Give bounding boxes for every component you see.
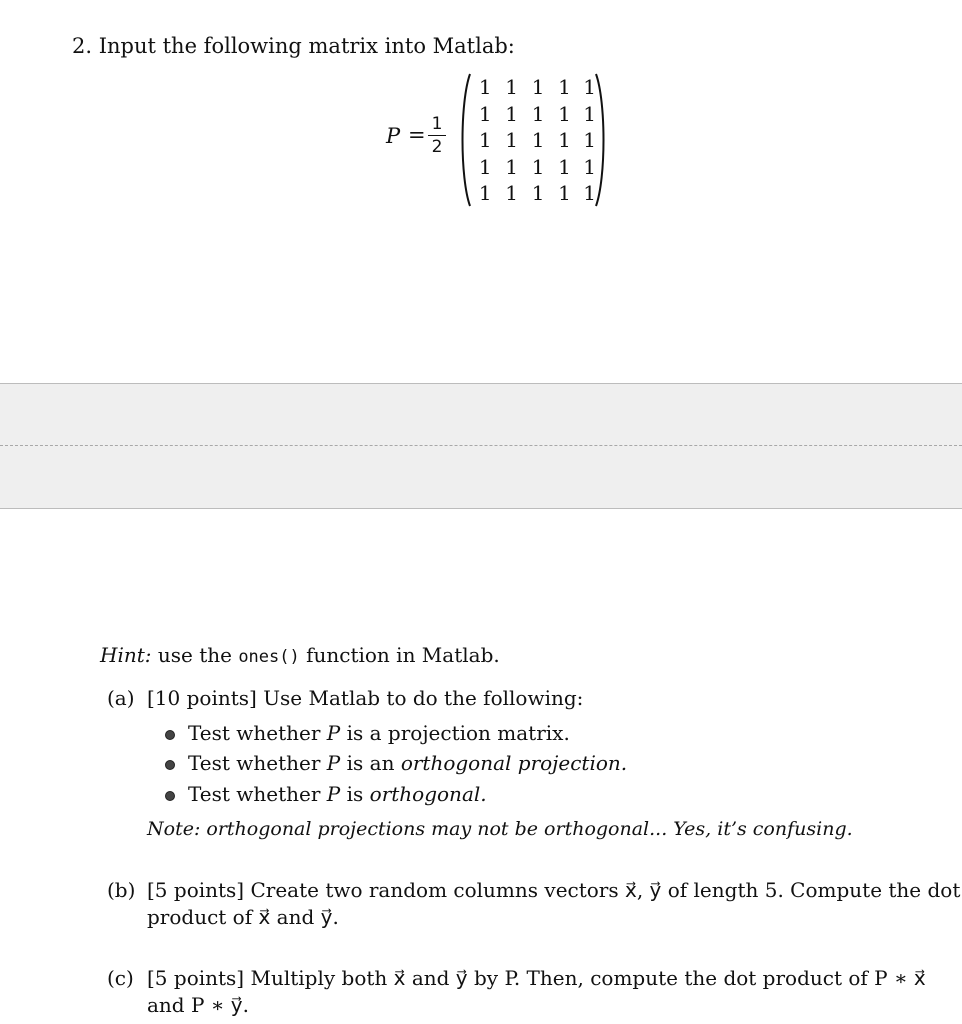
part-a-text: [10 points] Use Matlab to do the following:: [147, 686, 584, 710]
hint-line: [100, 643, 500, 667]
matrix-row: [472, 154, 596, 181]
matrix-cell: 1: [478, 128, 492, 152]
matrix-cell: 1: [558, 101, 571, 126]
matrix-cell: 1: [558, 128, 571, 152]
bullet-mid: is an: [346, 751, 395, 775]
matrix-equation: [386, 72, 626, 208]
matrix-cell: 1: [478, 75, 492, 99]
equals-sign: =: [408, 123, 426, 147]
matrix-cell: 1: [583, 101, 596, 126]
matrix-cell: 1: [531, 128, 545, 152]
hint-pre: use the: [157, 643, 232, 667]
part-b-label: (b): [107, 878, 136, 902]
fraction-numerator: 1: [431, 114, 443, 134]
matrix-cell: 1: [505, 128, 519, 152]
question-title: 2. Input the following matrix into Matlab:: [72, 34, 515, 58]
bullet-mid: is: [346, 782, 364, 806]
answer-divider: [0, 445, 962, 446]
matrix-cell: 1: [505, 181, 519, 205]
hint-code: ones(): [238, 647, 300, 667]
answer-area[interactable]: [0, 383, 962, 509]
bullet-var: P: [326, 721, 341, 745]
bullet-var: P: [326, 751, 341, 775]
matrix-variable: P: [386, 124, 401, 148]
right-parenthesis: [594, 72, 608, 208]
bullet-mid: is a projection matrix.: [346, 721, 570, 745]
matrix-row: [472, 180, 596, 207]
matrix-row: [472, 101, 596, 128]
part-a-label: (a): [107, 686, 135, 710]
bullet-icon: [165, 791, 175, 801]
matrix-cell: 1: [531, 181, 545, 205]
hint-label: Hint:: [100, 643, 152, 667]
part-a-note: Note: orthogonal projections may not be orthogonal... Yes, it’s confusing.: [147, 818, 853, 840]
bullet-pre: Test whether: [188, 751, 321, 775]
part-b-line-2: product of x⃗ and y⃗.: [147, 905, 339, 929]
hint-post: function in Matlab.: [306, 643, 500, 667]
matrix-cell: 1: [505, 75, 519, 99]
bullet-pre: Test whether: [188, 721, 321, 745]
part-a-bullet-2: [188, 751, 627, 775]
matrix-cell: 1: [583, 154, 596, 179]
matrix-cell: 1: [583, 75, 596, 99]
matrix-cell: 1: [505, 154, 519, 179]
part-c-label: (c): [107, 966, 134, 990]
matrix-cell: 1: [478, 101, 492, 126]
matrix-grid: [472, 74, 596, 207]
matrix-cell: 1: [558, 181, 571, 205]
matrix-cell: 1: [531, 154, 545, 179]
fraction-bar: [428, 135, 446, 136]
matrix-cell: 1: [558, 154, 571, 179]
scalar-fraction: [428, 114, 446, 157]
part-c-line-1: [5 points] Multiply both x⃗ and y⃗ by P. Then, compute the dot product of P ∗ x⃗: [147, 966, 926, 990]
bullet-icon: [165, 760, 175, 770]
bullet-pre: Test whether: [188, 782, 321, 806]
bullet-emph: orthogonal projection.: [400, 751, 628, 775]
matrix-cell: 1: [505, 101, 519, 126]
bullet-emph: orthogonal.: [369, 782, 487, 806]
matrix-cell: 1: [478, 181, 492, 205]
left-parenthesis: [458, 72, 472, 208]
matrix-cell: 1: [531, 75, 545, 99]
bullet-icon: [165, 730, 175, 740]
matrix-row: [472, 74, 596, 101]
bullet-var: P: [326, 782, 341, 806]
matrix-cell: 1: [583, 128, 596, 152]
part-c-line-2: and P ∗ y⃗.: [147, 993, 249, 1017]
matrix-row: [472, 127, 596, 154]
part-a-bullet-1: [188, 721, 570, 745]
matrix-cell: 1: [531, 101, 545, 126]
matrix-cell: 1: [478, 154, 492, 179]
part-b-line-1: [5 points] Create two random columns vectors x⃗, y⃗ of length 5. Compute the dot: [147, 878, 961, 902]
part-a-bullet-3: [188, 782, 487, 806]
matrix-cell: 1: [583, 181, 596, 205]
matrix-cell: 1: [558, 75, 571, 99]
fraction-denominator: 2: [431, 137, 443, 157]
